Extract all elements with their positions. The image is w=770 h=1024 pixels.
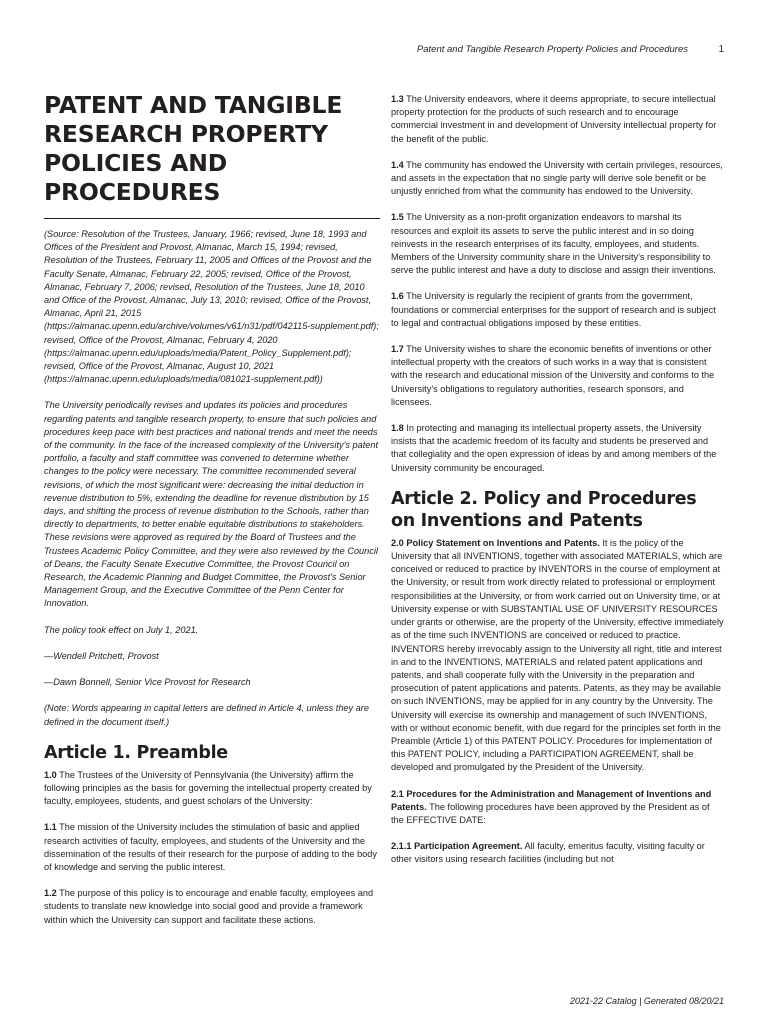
signature-provost: —Wendell Pritchett, Provost bbox=[44, 650, 159, 661]
paragraph-number: 1.2 bbox=[44, 888, 57, 899]
paragraph-number: 1.5 bbox=[391, 212, 404, 223]
paragraph-text: The University as a non-profit organization endeavors to marshal its resources and exploit its assets to serve the public interest and in so doing reinvests in the research enterprises of its faculty, employees, and students. Members of the University community share in the University's responsibility to serve the public interest and have a duty to disclose and assign their inventions. bbox=[391, 212, 716, 276]
paragraph-text: The University wishes to share the economic benefits of inventions or other intellectual property with the creators of such works in a way that is consistent with the research and educational mission of the University and conforms to the University's obligations to regulatory authorities, research sponsors, and licensees. bbox=[391, 344, 715, 407]
paragraph-1-2 bbox=[44, 887, 380, 927]
paragraph-lead: 2.0 Policy Statement on Inventions and Patents. bbox=[391, 537, 600, 548]
paragraph-number: 1.0 bbox=[44, 769, 57, 780]
document-title: PATENT AND TANGIBLE RESEARCH PROPERTY POLICIES AND PROCEDURES bbox=[44, 91, 343, 206]
paragraph-1-0 bbox=[44, 769, 380, 809]
intro-paragraph: The University periodically revises and updates its policies and procedures regarding patents and tangible research property, to ensure that such policies and procedures keep pace with best practices and national trends and meet the needs of the community. In the face of the increased complexity of the University's patent portfolio, a faculty and staff committee was convened to determine whether changes to the policy were necessary. The committee recommended several revisions, of which the most significant were: decreasing the initial deduction in revenue distribution to 5%, extending the deadline for revenue distribution by 15 days, and shifting the process of revenue distribution to the Schools, rather than directly to departments, to better enable equitable distributions to stakeholders. These revisions were approved as required by the Board of Trustees and the Trustees Academic Policy Committee, and they were also reviewed by the Council of Deans, the Faculty Senate Executive Committee, the Provost Council on Research, the Academic Planning and Budget Committee, the Provost's Senior Management Group, and the Executive Committee of the Penn Center for Innovation. bbox=[44, 400, 379, 609]
paragraph-text: All faculty, emeritus faculty, visiting faculty or other visitors using research facilities (including but not bbox=[391, 841, 705, 865]
paragraph-1-7 bbox=[391, 343, 724, 409]
paragraph-2-0 bbox=[391, 537, 724, 775]
paragraph-1-8 bbox=[391, 422, 724, 475]
source-citation: (Source: Resolution of the Trustees, January, 1966; revised, June 18, 1993 and Offices of the President and Provost, Almanac, March 15, 1994; revised, Resolution of the Trustees, February 11, 2005 and Offices of the Provost and the Faculty Senate, Almanac, February 22, 2005; revised, Office of the Provost, Almanac, February 7, 2006; revised, Resolution of the Trustees, June 18, 2010 and Office of the Provost, Almanac, July 13, 2010; revised, Office of the Provost, Almanac, April 21, 2015 (https://almanac.upenn.edu/archive/volumes/v61/n31/pdf/042115-supplement.pdf); revised, Office of the Provost, Almanac, February 4, 2020 (https://almanac.upenn.edu/uploads/media/Patent_Policy_Supplement.pdf); revised, Office of the Provost, Almanac, August 10, 2021 (https://almanac.upenn.edu/uploads/media/081021-supplement.pdf)) bbox=[44, 229, 379, 385]
running-title: Patent and Tangible Research Property Policies and Procedures bbox=[416, 44, 688, 55]
paragraph-2-1 bbox=[391, 788, 724, 828]
article-2-heading: Article 2. Policy and Procedures on Inventions and Patents bbox=[391, 488, 697, 531]
paragraph-number: 1.4 bbox=[391, 159, 404, 170]
paragraph-lead: 2.1 Procedures for the Administration and Management of Inventions and Patents. bbox=[391, 788, 712, 812]
page-header bbox=[0, 44, 770, 58]
paragraph-text: The Trustees of the University of Pennsylvania (the University) affirm the following principles as the basis for governing the intellectual property created by faculty, employees, students, and guest scholars of the University: bbox=[44, 769, 372, 807]
paragraph-text: The University endeavors, where it deems appropriate, to secure intellectual property protection for the products of such research and to encourage commercial investment in and development of University intellectual property for the benefit of the public. bbox=[391, 94, 717, 144]
paragraph-text: The University is regularly the recipient of grants from the government, foundations or commercial enterprises for the support of research and is subject to legal and contractual obligations imposed by these entities. bbox=[391, 291, 716, 328]
paragraph-text: The following procedures have been approved by the President as of the EFFECTIVE DATE: bbox=[391, 801, 710, 825]
paragraph-1-1 bbox=[44, 821, 380, 874]
paragraph-1-6 bbox=[391, 290, 724, 330]
paragraph-1-4 bbox=[391, 159, 724, 199]
paragraph-number: 1.7 bbox=[391, 344, 404, 355]
paragraph-2-1-1 bbox=[391, 840, 724, 866]
paragraph-lead: 2.1.1 Participation Agreement. bbox=[391, 841, 523, 852]
right-column bbox=[391, 93, 724, 880]
paragraph-number: 1.6 bbox=[391, 291, 404, 302]
definitions-note: (Note: Words appearing in capital letters are defined in Article 4, unless they are defined in the document itself.) bbox=[44, 703, 369, 727]
left-column bbox=[44, 91, 380, 940]
paragraph-number: 1.8 bbox=[391, 423, 404, 434]
title-rule bbox=[44, 218, 380, 219]
page-footer: 2021-22 Catalog | Generated 08/20/21 bbox=[570, 996, 724, 1006]
paragraph-text: The purpose of this policy is to encourage and enable faculty, employees and students to translate new knowledge into social good and provide a framework within which the University can support and facilitate these actions. bbox=[44, 888, 374, 925]
paragraph-text: The community has endowed the University with certain privileges, resources, and assets in the expectation that no single party will derive sole benefit or be unjustly enriched from what the community has endowed to the University. bbox=[391, 159, 723, 197]
signature-vice-provost: —Dawn Bonnell, Senior Vice Provost for Research bbox=[44, 677, 251, 688]
page-number: 1 bbox=[718, 44, 724, 55]
paragraph-1-5 bbox=[391, 211, 724, 277]
paragraph-text: It is the policy of the University that all INVENTIONS, together with associated MATERIALS, which are conceived or reduced to practice by INVENTORS in the course of employment at the University, or result from work directly related to professional or employment responsibilities at the University, or from work carried out on University time, or at University expense or with SUBSTANTIAL USE OF UNIVERSITY RESOURCES under grants or otherwise, are the property of the University, effective immediately as of the time such INVENTIONS are conceived or reduced to practice. INVENTORS hereby irrevocably assign to the University all right, title and interest in and to the INVENTIONS, MATERIALS and related patent applications and patents, and shall cooperate fully with the University in the preparation and prosecution of patent applications and patents. Patents, as they may be available on such INVENTIONS, may be applied for in any country by the University. The University will exercise its ownership and management of such INVENTIONS, with or without economic benefit, with due regard for the principles set forth in the Preamble (Article 1) of this PATENT POLICY. Procedures for implementation of this PATENT POLICY, including a PARTICIPATION AGREEMENT, shall be developed and promulgated by the President of the University. bbox=[391, 537, 724, 773]
paragraph-text: The mission of the University includes the stimulation of basic and applied research activities of faculty, employees, and students of the University and the dissemination of the results of their research for the purpose of adding to the body of knowledge and serving the public interest. bbox=[44, 822, 377, 872]
paragraph-number: 1.1 bbox=[44, 822, 57, 833]
paragraph-text: In protecting and managing its intellectual property assets, the University insists that the academic freedom of its faculty and students be preserved and that collegiality and the open expression of ideas by and among members of the University community be encouraged. bbox=[391, 423, 717, 473]
paragraph-1-3 bbox=[391, 93, 724, 146]
effective-date-line: The policy took effect on July 1, 2021. bbox=[44, 624, 199, 635]
article-1-heading: Article 1. Preamble bbox=[44, 742, 228, 763]
paragraph-number: 1.3 bbox=[391, 94, 404, 104]
